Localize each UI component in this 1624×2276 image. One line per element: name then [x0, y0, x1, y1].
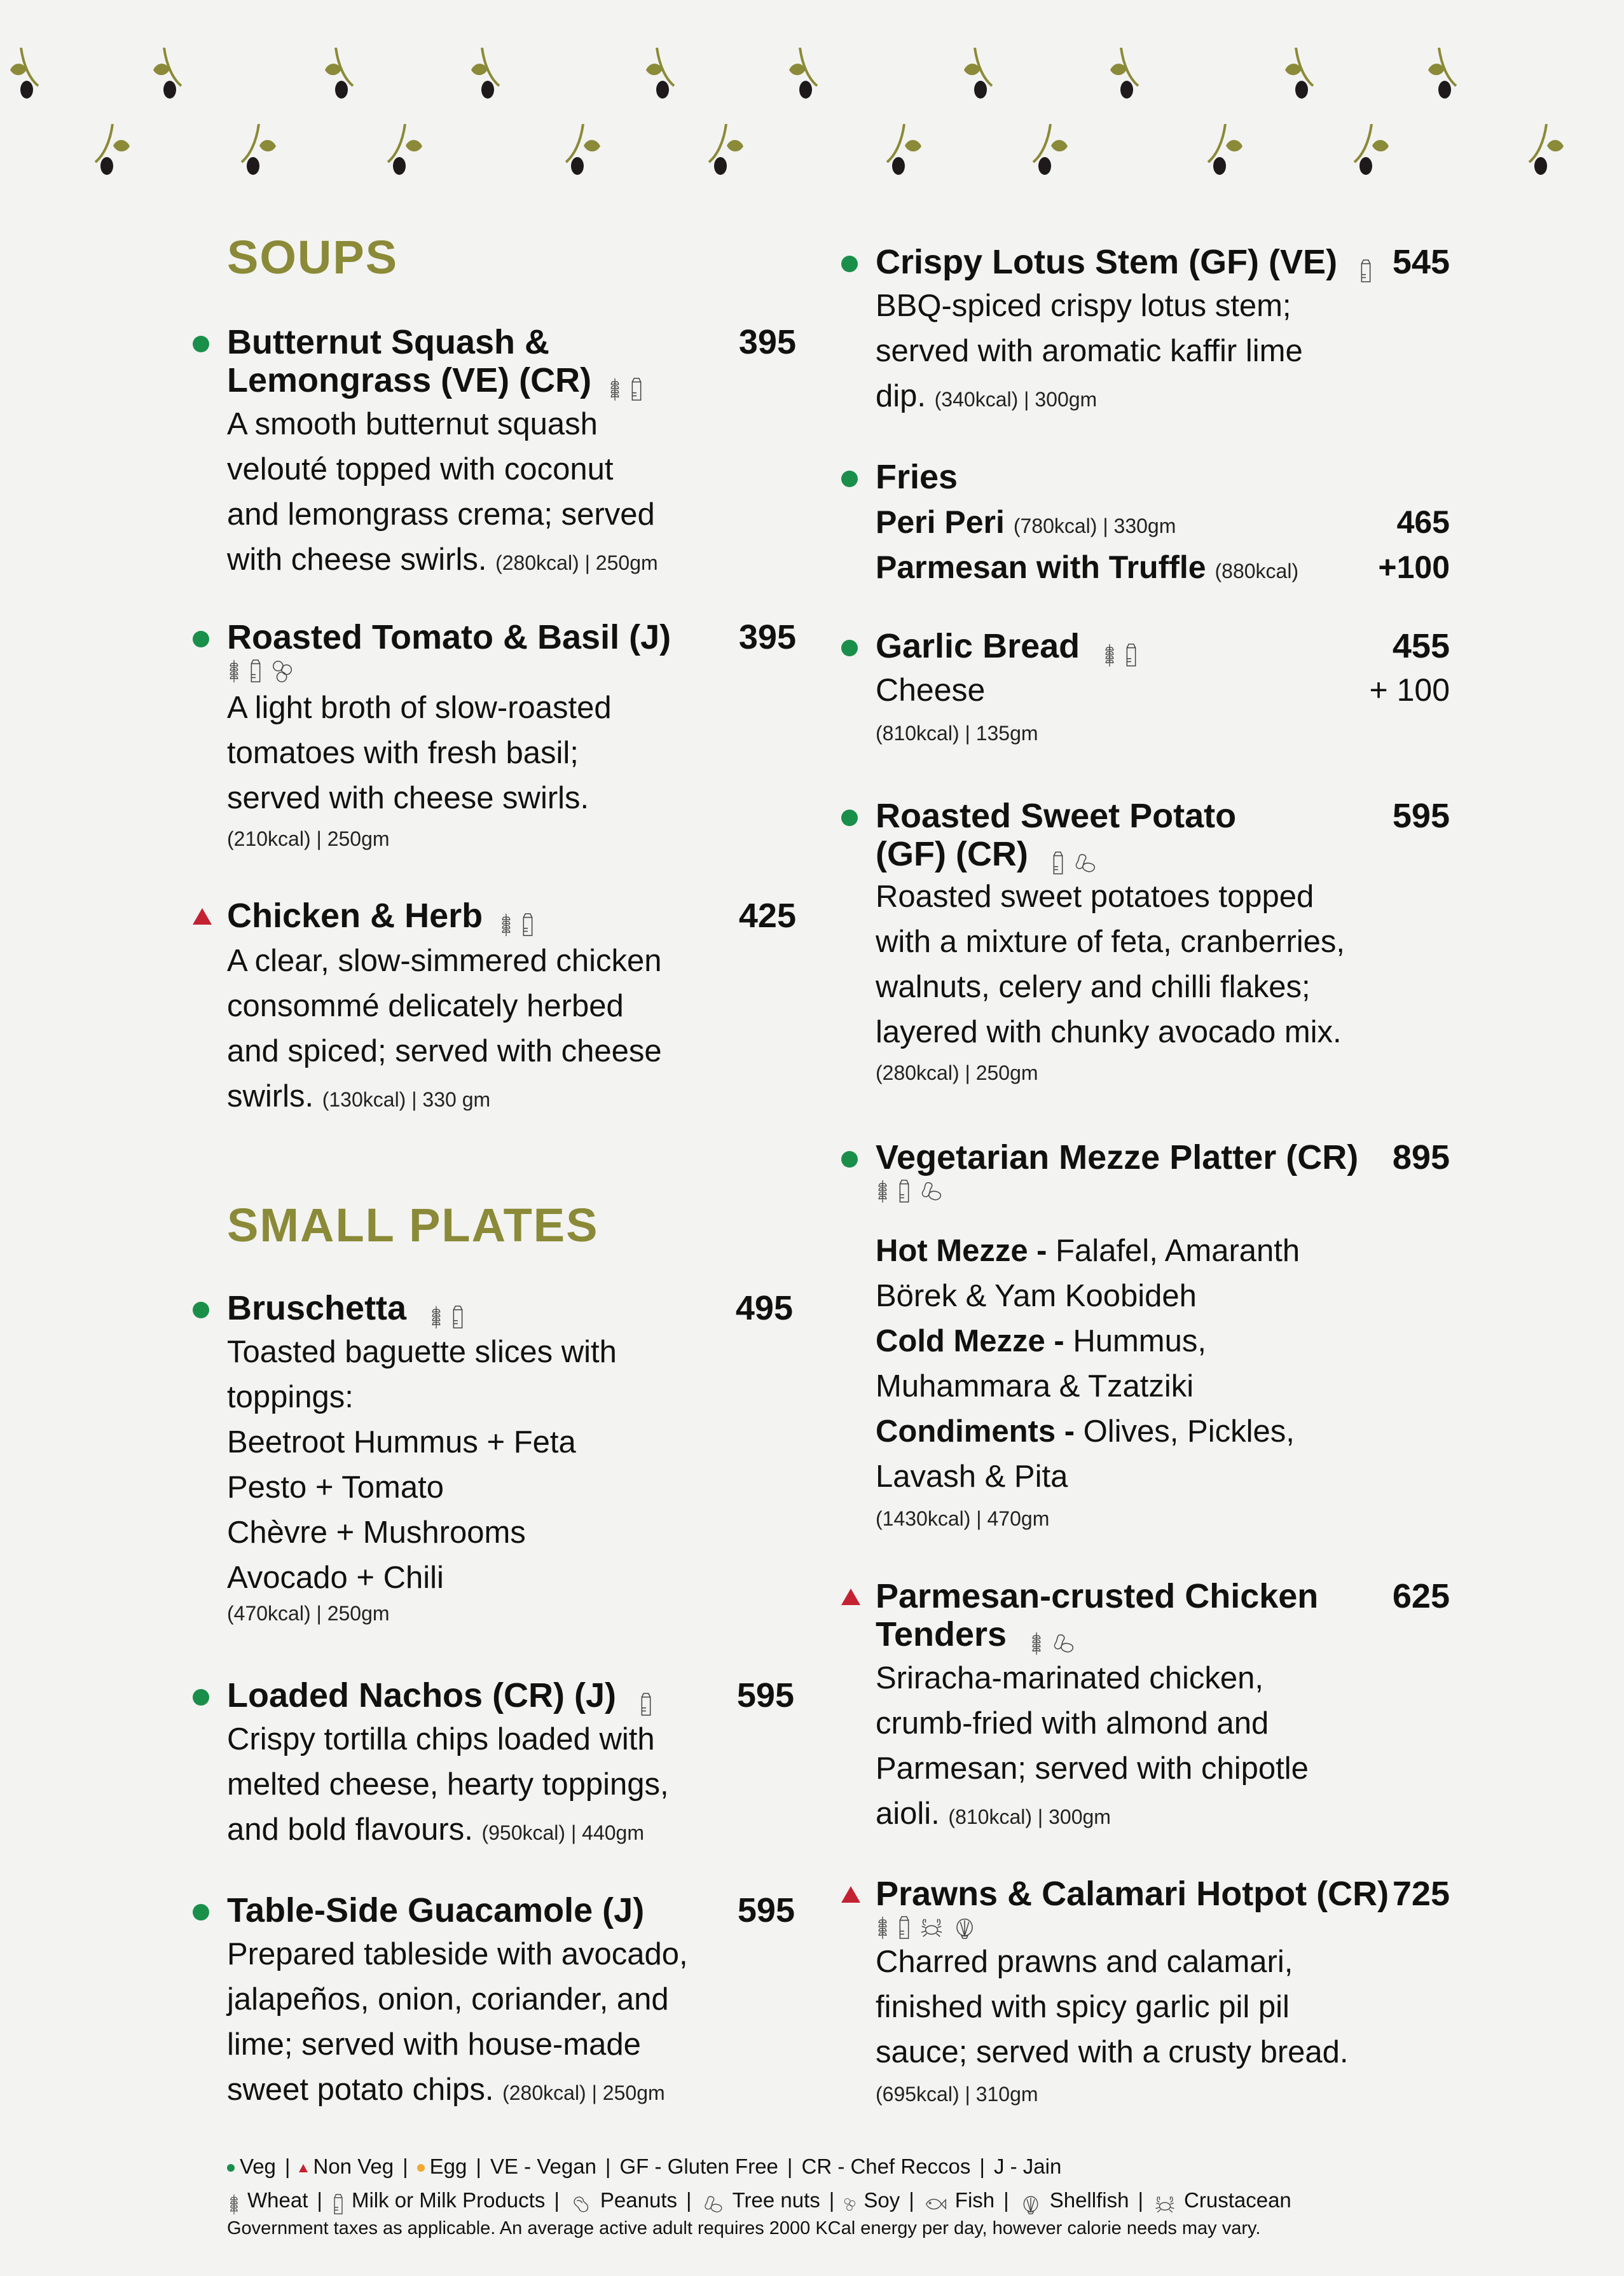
tree-nuts-icon: [1051, 1625, 1077, 1649]
milk-icon: [639, 1686, 653, 1710]
milk-icon: [521, 906, 535, 930]
item-description: Prepared tableside with avocado, jalapeños, onion, coriander, and lime; served with house-made sweet potato chips. (280kcal) | 250gm: [227, 1937, 688, 2107]
item-price: 895: [1392, 1138, 1450, 1176]
item-nutrition: (130kcal) | 330 gm: [322, 1088, 491, 1111]
variant-cheese: Cheese + 100: [876, 668, 1450, 713]
item-description: Crispy tortilla chips loaded with melted cheese, hearty toppings, and bold flavours. (950kcal) | 440gm: [227, 1722, 669, 1847]
item-nutrition: (695kcal) | 310gm: [876, 2083, 1038, 2106]
item-name: Vegetarian Mezze Platter (CR): [876, 1138, 1359, 1176]
item-price: 545: [1392, 243, 1450, 281]
allergen-icons: [227, 659, 796, 683]
menu-item-prawns-calamari-hotpot: [876, 1875, 1450, 2107]
item-price: 625: [1392, 1577, 1450, 1615]
soy-icon: [843, 2191, 857, 2212]
allergen-icons: [429, 1299, 465, 1323]
tree-nuts-icon: [1073, 845, 1098, 869]
item-nutrition: (280kcal) | 250gm: [876, 1061, 1038, 1084]
olive-branch-icon: [467, 48, 537, 111]
veg-indicator: [193, 1904, 209, 1921]
non-veg-indicator: [841, 1589, 860, 1605]
veg-indicator-icon: [227, 2164, 235, 2172]
menu-item-chicken-herb: [227, 897, 796, 1119]
menu-item-bruschetta: [227, 1289, 793, 1626]
item-description: A smooth butternut squash velouté topped with coconut and lemongrass crema; served with cheese swirls. (280kcal) | 250gm: [227, 407, 658, 577]
veg-indicator: [193, 631, 209, 647]
veg-indicator: [193, 1689, 209, 1706]
item-price: 595: [737, 1891, 795, 1929]
item-description: Toasted baguette slices with toppings: Beetroot Hummus + Feta Pesto + Tomato Chèvre + Mushrooms Avocado + Chili: [227, 1335, 617, 1595]
menu-item-roasted-tomato-basil: [227, 618, 796, 852]
item-description: A clear, slow-simmered chicken consommé delicately herbed and spiced; served with cheese swirls. (130kcal) | 330 gm: [227, 944, 662, 1114]
variant-parmesan-truffle: Parmesan with Truffle (880kcal) +100: [876, 545, 1450, 590]
item-price: 395: [738, 323, 796, 361]
menu-item-vegetarian-mezze-platter: [876, 1138, 1450, 1531]
olive-pattern-row-1: [0, 48, 1624, 124]
item-price: 595: [1392, 797, 1450, 835]
wheat-icon: [1103, 637, 1117, 661]
item-name-line2: (GF) (CR): [876, 835, 1450, 873]
olive-pattern-row-2: [0, 124, 1624, 200]
allergen-icons: [608, 371, 643, 395]
item-name: Roasted Sweet Potato: [876, 797, 1237, 835]
olive-branch-icon: [1001, 124, 1071, 188]
allergen-icons: [1051, 845, 1098, 869]
menu-item-crispy-lotus-stem: [876, 243, 1450, 419]
item-name: Prawns & Calamari Hotpot (CR): [876, 1875, 1389, 1913]
milk-icon: [249, 659, 263, 683]
item-price: 495: [735, 1289, 793, 1327]
olive-branch-icon: [855, 124, 925, 188]
non-veg-indicator: [841, 1886, 860, 1903]
allergen-icons: [639, 1686, 653, 1710]
item-description: Charred prawns and calamari, finished with spicy garlic pil pil sauce; served with a crusty bread.: [876, 1945, 1349, 2069]
item-nutrition: (280kcal) | 250gm: [502, 2081, 665, 2104]
wheat-icon: [429, 1299, 443, 1323]
olive-branch-icon: [1106, 48, 1176, 111]
veg-indicator: [841, 256, 858, 272]
item-name: Chicken & Herb: [227, 897, 796, 935]
item-price: 595: [736, 1676, 794, 1714]
veg-indicator: [841, 640, 858, 656]
milk-icon: [1051, 845, 1065, 869]
item-name: Butternut Squash &: [227, 323, 549, 361]
wheat-icon: [876, 1915, 890, 1940]
olive-branch-icon: [210, 124, 280, 188]
soy-icon: [270, 659, 296, 683]
item-description: Sriracha-marinated chicken, crumb-fried with almond and Parmesan; served with chipotle aioli. (810kcal) | 300gm: [876, 1661, 1309, 1831]
item-price: 725: [1392, 1875, 1450, 1913]
allergen-icons: [876, 1915, 1450, 1940]
olive-branch-icon: [321, 48, 391, 111]
item-nutrition: (810kcal) | 300gm: [948, 1805, 1111, 1828]
variant-price: + 100: [1369, 672, 1450, 708]
wheat-icon: [1029, 1625, 1043, 1649]
wheat-icon: [227, 659, 241, 683]
footnote-disclaimer: Government taxes as applicable. An average active adult requires 2000 KCal energy per day, however calorie needs may vary.: [227, 2218, 1261, 2238]
item-price: 395: [738, 618, 796, 656]
item-name: Bruschetta: [227, 1289, 793, 1327]
milk-icon: [897, 1915, 911, 1940]
item-nutrition: (810kcal) | 135gm: [876, 722, 1038, 745]
item-price: 425: [738, 897, 796, 935]
olive-branch-icon: [534, 124, 604, 188]
item-nutrition: (950kcal) | 440gm: [481, 1821, 644, 1844]
item-nutrition: (1430kcal) | 470gm: [876, 1507, 1050, 1530]
variant-nutrition: (780kcal) | 330gm: [1013, 514, 1176, 537]
menu-item-parmesan-chicken-tenders: [876, 1577, 1450, 1837]
olive-branch-icon: [1281, 48, 1351, 111]
item-description: A light broth of slow-roasted tomatoes with fresh basil; served with cheese swirls.: [227, 691, 612, 815]
item-nutrition: (470kcal) | 250gm: [227, 1602, 390, 1625]
menu-item-garlic-bread: [876, 627, 1450, 746]
item-name: Loaded Nachos (CR) (J): [227, 1676, 794, 1714]
non-veg-indicator: [193, 908, 212, 925]
olive-branch-icon: [1176, 124, 1246, 188]
allergen-icons: [876, 1179, 1450, 1203]
wheat-icon: [876, 1179, 890, 1203]
olive-branch-icon: [960, 48, 1030, 111]
item-name-line2: Tenders: [876, 1615, 1450, 1653]
olive-branch-icon: [1323, 124, 1393, 188]
item-nutrition: (280kcal) | 250gm: [495, 551, 658, 574]
mezze-list: Hot Mezze - Falafel, Amaranth Börek & Yam Koobideh Cold Mezze - Hummus, Muhammara & Tzatziki Condiments - Olives, Pickles, Lavash & Pita: [876, 1234, 1300, 1494]
item-nutrition: (340kcal) | 300gm: [934, 388, 1098, 411]
veg-indicator: [193, 336, 209, 352]
section-title-small-plates: SMALL PLATES: [227, 1199, 599, 1252]
item-name-line2: Lemongrass (VE) (CR): [227, 361, 796, 399]
shellfish-icon: [952, 1915, 977, 1940]
allergen-icons: [1103, 637, 1138, 661]
wheat-icon: [499, 906, 513, 930]
legend-allergens: Wheat | Milk or Milk Products | Peanuts | Tree nuts | Soy | Fish | Shellfish | Crustacean: [227, 2183, 1291, 2217]
allergen-icons: [499, 906, 535, 930]
menu-item-table-side-guacamole: [227, 1891, 795, 2113]
milk-icon: [331, 2191, 345, 2212]
peanut-icon: [568, 2191, 594, 2212]
section-title-soups: SOUPS: [227, 231, 399, 284]
veg-indicator: [841, 471, 858, 487]
veg-indicator: [841, 1151, 858, 1168]
item-description: BBQ-spiced crispy lotus stem; served with aromatic kaffir lime dip. (340kcal) | 300gm: [876, 289, 1303, 413]
olive-branch-icon: [64, 124, 134, 188]
variant-peri-peri: Peri Peri (780kcal) | 330gm 465: [876, 500, 1450, 545]
olive-branch-icon: [785, 48, 855, 111]
milk-icon: [630, 371, 643, 395]
milk-icon: [897, 1179, 911, 1203]
olive-branch-icon: [356, 124, 426, 188]
item-name: Roasted Tomato & Basil (J): [227, 618, 671, 656]
allergen-icons: [1359, 252, 1373, 277]
item-nutrition: (210kcal) | 250gm: [227, 827, 390, 850]
egg-indicator-icon: [417, 2164, 425, 2172]
wheat-icon: [227, 2191, 241, 2212]
menu-item-fries: [876, 458, 1450, 590]
fish-icon: [923, 2191, 949, 2212]
menu-item-roasted-sweet-potato: [876, 797, 1450, 1086]
olive-branch-icon: [1497, 124, 1567, 188]
veg-indicator: [193, 1302, 209, 1318]
allergen-icons: [1029, 1625, 1077, 1649]
milk-icon: [1359, 252, 1373, 277]
menu-item-loaded-nachos: [227, 1676, 794, 1852]
non-veg-indicator-icon: [299, 2164, 308, 2172]
wheat-icon: [608, 371, 622, 395]
tree-nuts-icon: [701, 2191, 726, 2212]
legend-diet: Veg | Non Veg | Egg | VE - Vegan | GF - Gluten Free | CR - Chef Reccos | J - Jain: [227, 2149, 1061, 2184]
menu-item-butternut-squash: [227, 323, 796, 583]
olive-branch-icon: [677, 124, 747, 188]
crustacean-icon: [919, 1915, 944, 1940]
veg-indicator: [841, 810, 858, 826]
olive-branch-icon: [642, 48, 712, 111]
crustacean-icon: [1152, 2191, 1178, 2212]
variant-nutrition: (880kcal): [1215, 560, 1299, 583]
variant-price: +100: [1378, 549, 1450, 585]
olive-branch-icon: [1424, 48, 1494, 111]
olive-branch-icon: [149, 48, 219, 111]
milk-icon: [451, 1299, 465, 1323]
olive-branch-icon: [6, 48, 76, 111]
milk-icon: [1124, 637, 1138, 661]
item-name: Table-Side Guacamole (J): [227, 1891, 645, 1929]
item-name: Garlic Bread: [876, 627, 1450, 665]
item-name: Crispy Lotus Stem (GF) (VE): [876, 243, 1450, 281]
item-price: 455: [1392, 627, 1450, 665]
item-name: Fries: [876, 458, 958, 496]
variant-price: 465: [1396, 504, 1450, 540]
item-name: Parmesan-crusted Chicken: [876, 1577, 1319, 1615]
item-description: Roasted sweet potatoes topped with a mixture of feta, cranberries, walnuts, celery and chilli flakes; layered with chunky avocado mix.: [876, 879, 1345, 1049]
shellfish-icon: [1018, 2191, 1043, 2212]
tree-nuts-icon: [919, 1179, 944, 1203]
